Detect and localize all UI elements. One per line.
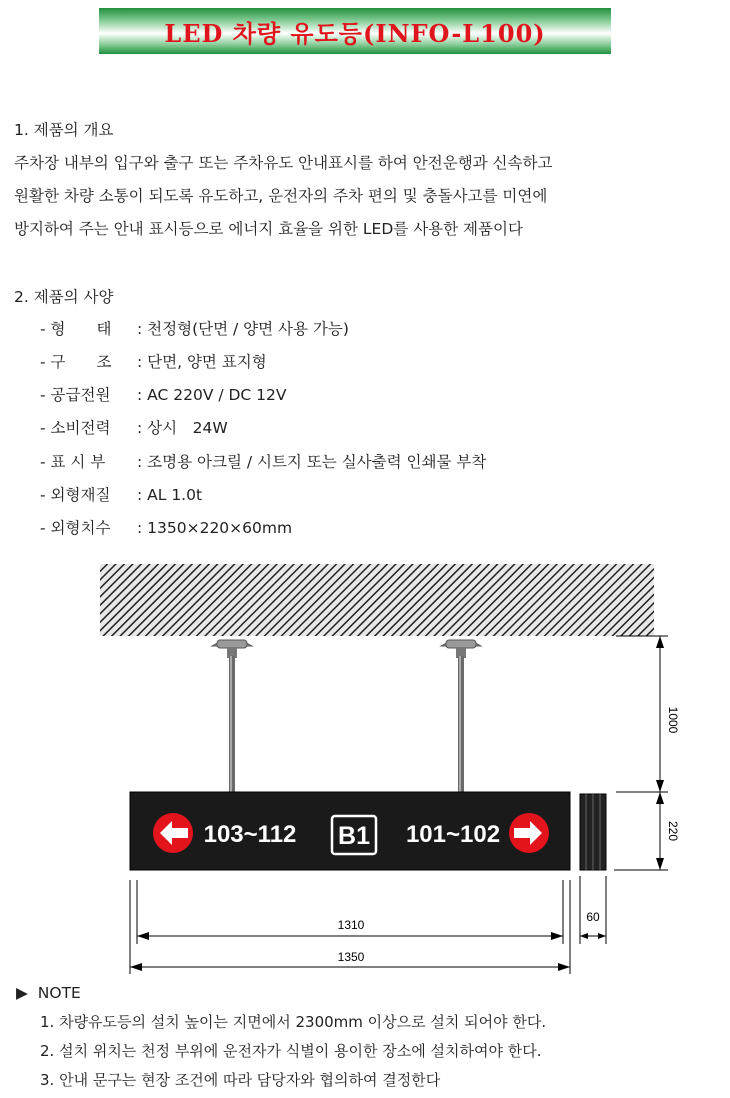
left-hanger: [212, 640, 252, 792]
overview-line: 방지하여 주는 안내 표시등으로 에너지 효율을 위한 LED를 사용한 제품이다: [14, 220, 523, 238]
overview-line: 주차장 내부의 입구와 출구 또는 주차유도 안내표시를 하여 안전운행과 신속하고: [14, 154, 553, 172]
spec-label: - 형 태: [40, 320, 112, 338]
dim-height-label: 220: [666, 820, 680, 842]
installation-diagram: [0, 560, 730, 980]
spec-label: - 외형치수: [40, 519, 111, 537]
spec-value: : 조명용 아크릴 / 시트지 또는 실사출력 인쇄물 부착: [137, 453, 487, 471]
spec-item: [40, 452, 486, 472]
sign-center-text: B1: [338, 822, 370, 850]
spec-value: : 천정형(단면 / 양면 사용 가능): [137, 320, 349, 338]
dimension-vertical: [614, 636, 668, 870]
spec-item: [40, 485, 202, 505]
triangle-bullet-icon: ▶: [16, 984, 28, 1002]
spec-label: - 외형재질: [40, 486, 111, 504]
dim-inner-width-label: 1310: [337, 918, 365, 932]
spec-value: : 상시 24W: [137, 419, 228, 437]
dim-depth-label: 60: [586, 910, 600, 924]
page-title: LED 차량 유도등(INFO-L100): [164, 18, 546, 48]
dim-outer-width-label: 1350: [337, 950, 365, 964]
side-view: [580, 794, 606, 870]
note-heading: [16, 983, 81, 1003]
dimension-horizontal: [130, 876, 606, 974]
sign-left-text: 103~112: [203, 821, 297, 848]
spec-item: [40, 418, 228, 438]
spec-value: : 1350×220×60mm: [137, 519, 293, 537]
arrow-right-icon: [509, 813, 549, 853]
spec-item: [40, 319, 349, 339]
spec-value: : AC 220V / DC 12V: [137, 386, 287, 404]
ceiling-hatch: [100, 564, 654, 636]
overview-heading: 1. 제품의 개요: [14, 121, 114, 139]
specs-heading: 2. 제품의 사양: [14, 288, 114, 306]
dim-drop-label: 1000: [666, 706, 680, 734]
title-banner: [99, 8, 611, 54]
spec-value: : 단면, 양면 표지형: [137, 353, 267, 371]
spec-item: [40, 352, 267, 372]
spec-value: : AL 1.0t: [137, 486, 203, 504]
spec-label: - 구 조: [40, 353, 112, 371]
overview-line: 원활한 차량 소통이 되도록 유도하고, 운전자의 주차 편의 및 충돌사고를 미연에: [14, 187, 548, 205]
spec-label: - 표 시 부: [40, 453, 106, 471]
spec-label: - 공급전원: [40, 386, 111, 404]
spec-item: [40, 385, 287, 405]
note-heading-label: NOTE: [37, 984, 81, 1002]
note-item: 3. 안내 문구는 현장 조건에 따라 담당자와 협의하여 결정한다: [40, 1071, 441, 1089]
note-item: 1. 차량유도등의 설치 높이는 지면에서 2300mm 이상으로 설치 되어야 한다.: [40, 1013, 547, 1031]
spec-item: [40, 518, 292, 538]
sign-right-text: 101~102: [405, 821, 501, 848]
right-hanger: [441, 640, 481, 792]
arrow-left-icon: [153, 813, 193, 853]
spec-label: - 소비전력: [40, 419, 111, 437]
note-item: 2. 설치 위치는 천정 부위에 운전자가 식별이 용이한 장소에 설치하여야 한다.: [40, 1042, 542, 1060]
